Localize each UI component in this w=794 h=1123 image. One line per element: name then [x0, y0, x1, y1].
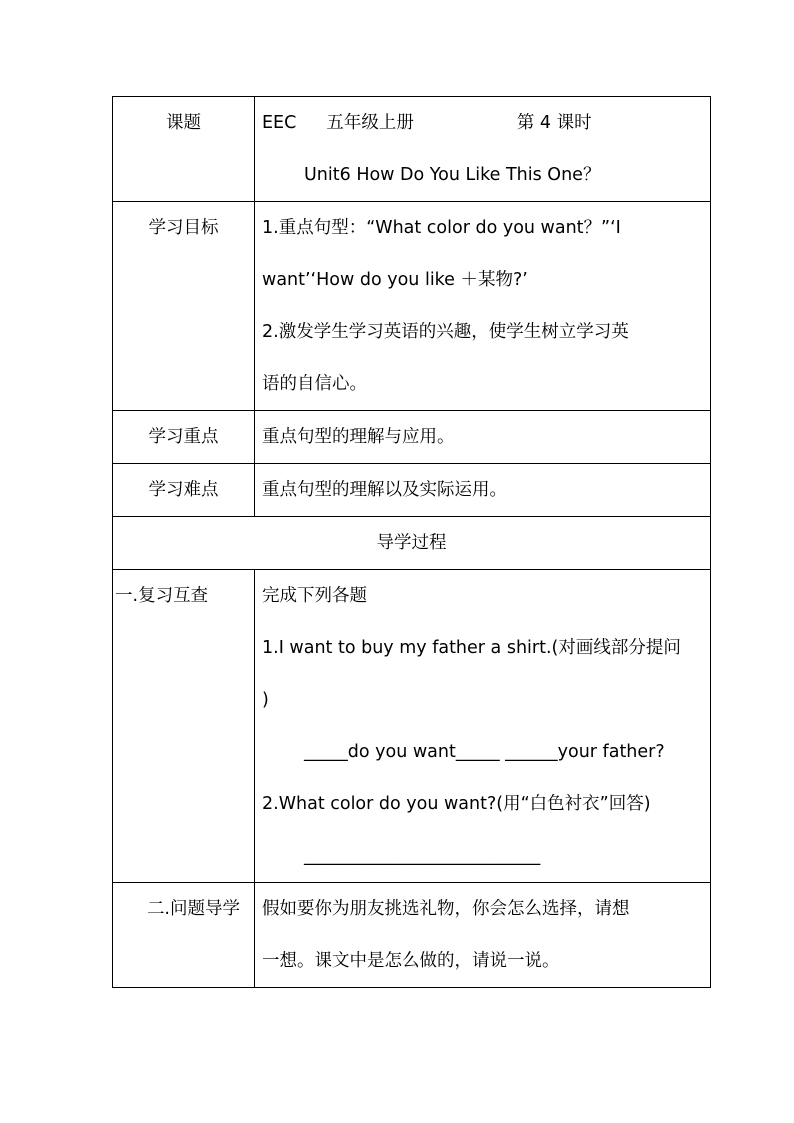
lesson-plan-table — [112, 96, 711, 988]
topic-content-cell — [255, 97, 711, 202]
difficulties-row — [113, 464, 711, 517]
difficulties-label-cell — [113, 464, 255, 517]
grade-term: 五年级上册 — [326, 113, 414, 133]
topic-header-line — [262, 97, 704, 149]
goal-line-3: 2.激发学生学习英语的兴趣，使学生树立学习英 — [262, 322, 629, 342]
question-1-blank-line: _____do you want_____ ______your father? — [304, 742, 665, 762]
difficulties-label: 学习难点 — [148, 480, 219, 500]
question-1-line-2: ) — [262, 690, 269, 710]
key-points-text: 重点句型的理解与应用。 — [262, 427, 455, 447]
key-points-row — [113, 411, 711, 464]
question-2-line: 2.What color do you want?(用“白色衬衣”回答) — [262, 794, 651, 814]
question-2-answer-blank: ___________________________ — [304, 846, 541, 866]
difficulties-text: 重点句型的理解以及实际运用。 — [262, 480, 507, 500]
review-label-cell — [113, 570, 255, 883]
unit-title: Unit6 How Do You Like This One？ — [304, 165, 601, 185]
question-1-line-1: 1.I want to buy my father a shirt.(对画线部分提问 — [262, 638, 681, 658]
review-content-cell — [255, 570, 711, 883]
process-row — [113, 517, 711, 570]
review-label: 一.复习互查 — [115, 586, 209, 606]
course-code: EEC — [262, 113, 297, 133]
key-points-label-cell — [113, 411, 255, 464]
guided-line-1: 假如要你为朋友挑选礼物，你会怎么选择，请想 — [262, 899, 630, 919]
goals-label: 学习目标 — [148, 218, 219, 238]
goal-line-2: want’‘How do you like ＋某物?’ — [262, 270, 528, 290]
review-row — [113, 570, 711, 883]
key-points-content-cell — [255, 411, 711, 464]
lesson-number: 第 4 课时 — [516, 113, 592, 133]
guided-label: 二.问题导学 — [146, 899, 240, 919]
goals-content-cell — [255, 202, 711, 411]
key-points-label: 学习重点 — [148, 427, 219, 447]
topic-row — [113, 97, 711, 202]
guided-label-cell — [113, 883, 255, 988]
guided-line-2: 一想。课文中是怎么做的，请说一说。 — [262, 951, 560, 971]
topic-label: 课题 — [166, 113, 201, 133]
guided-content-cell — [255, 883, 711, 988]
difficulties-content-cell — [255, 464, 711, 517]
review-heading: 完成下列各题 — [262, 586, 367, 606]
process-header-cell — [113, 517, 711, 570]
process-heading: 导学过程 — [376, 533, 447, 553]
topic-label-cell — [113, 97, 255, 202]
goals-label-cell — [113, 202, 255, 411]
goal-line-1: 1.重点句型：“What color do you want？”‘I — [262, 218, 621, 238]
guided-row — [113, 883, 711, 988]
goals-row — [113, 202, 711, 411]
goal-line-4: 语的自信心。 — [262, 374, 367, 394]
